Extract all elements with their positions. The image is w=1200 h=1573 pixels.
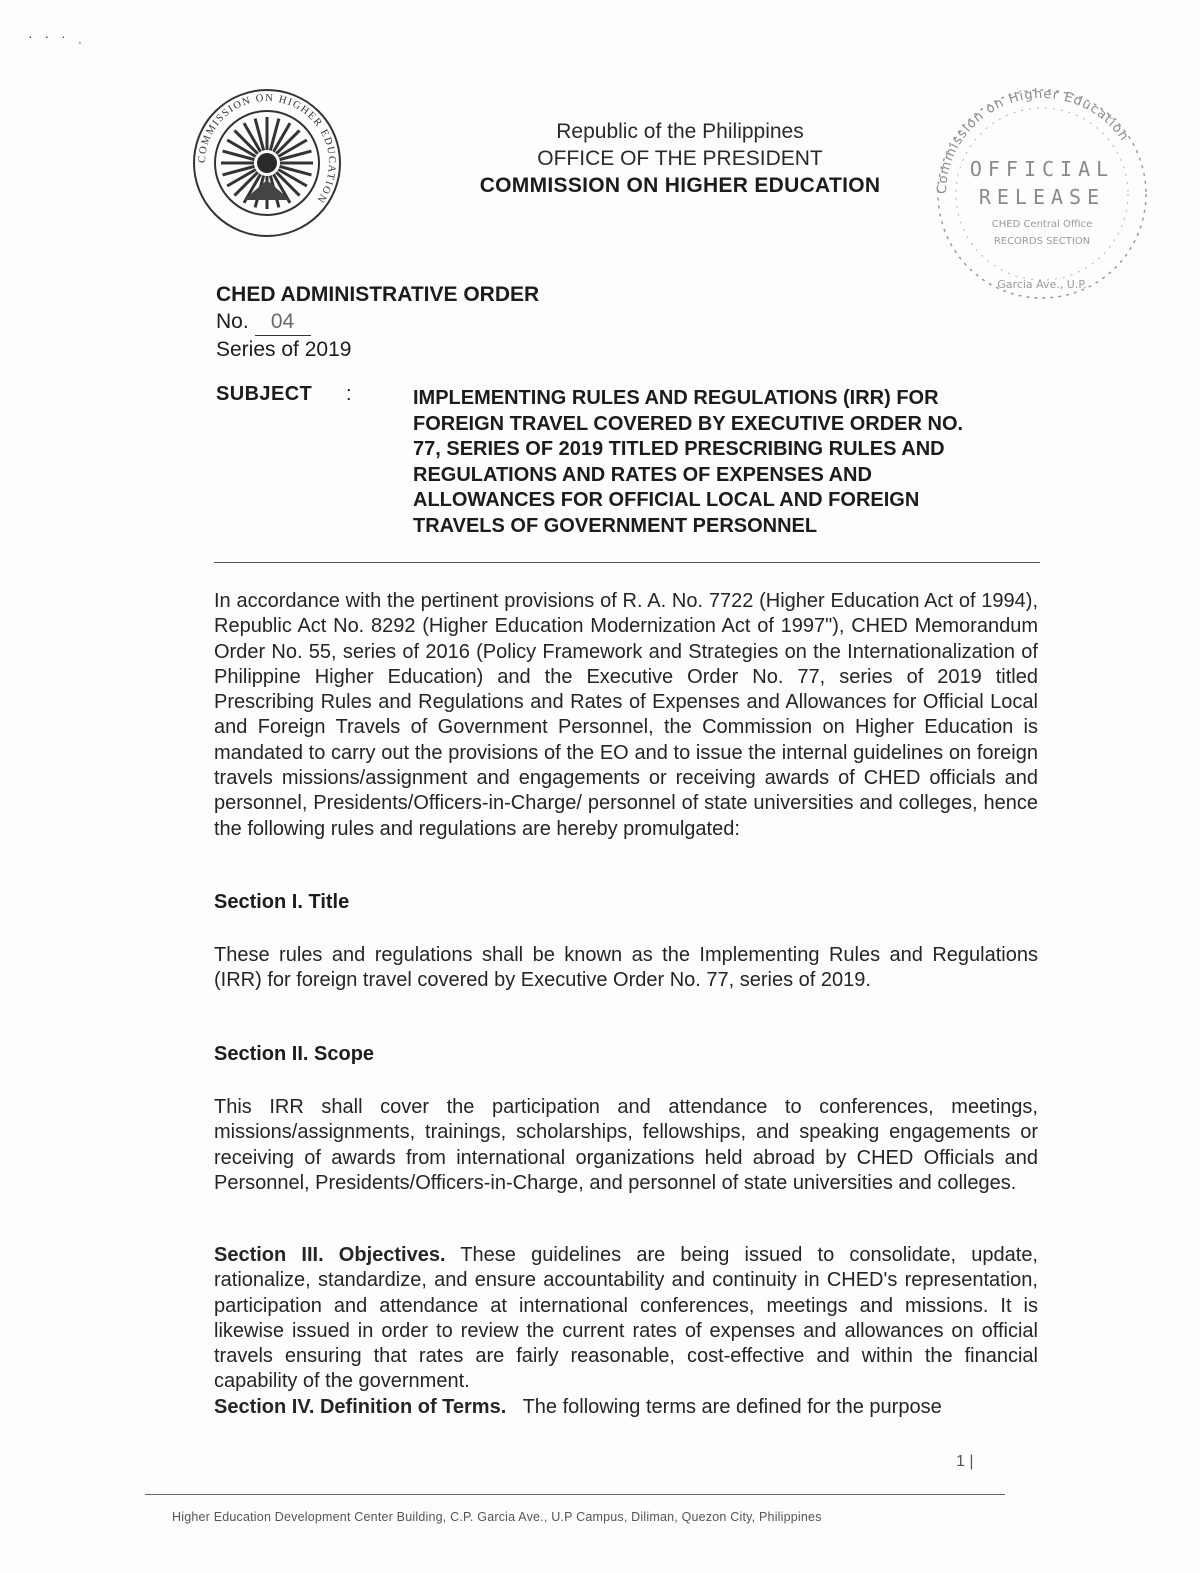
footer-address: Higher Education Development Center Building, C.P. Garcia Ave., U.P Campus, Diliman, Quezon City, Philippines — [172, 1510, 822, 1524]
subject-line: ALLOWANCES FOR OFFICIAL LOCAL AND FOREIGN — [413, 489, 920, 511]
subject-line: FOREIGN TRAVEL COVERED BY EXECUTIVE ORDER NO. — [413, 412, 964, 435]
subject-colon: : — [346, 383, 352, 405]
subject-line: IMPLEMENTING RULES AND REGULATIONS (IRR) FOR — [413, 387, 939, 409]
section-3-paragraph — [214, 1243, 1038, 1395]
order-number-row — [216, 308, 539, 336]
subject-label: SUBJECT — [216, 383, 313, 405]
section-4-paragraph — [214, 1395, 1038, 1420]
header-republic: Republic of the Philippines — [556, 120, 804, 143]
header-office: OFFICE OF THE PRESIDENT — [537, 147, 823, 170]
order-number-label: No. — [216, 310, 249, 333]
section-2-text: This IRR shall cover the participation and attendance to conferences, meetings, missions/assignments, trainings, scholarships, fellowships, and speaking engagements or receiving of awards from international organizations held abroad by CHED Officials and Personnel, Presidents/Officers-in-Charge, and personnel of state universities and colleges. — [214, 1096, 1038, 1194]
section-4-text: The following terms are defined for the purpose — [522, 1396, 942, 1418]
subject-text — [413, 386, 1038, 539]
section-2-heading: Section II. Scope — [214, 1043, 375, 1065]
header-commission: COMMISSION ON HIGHER EDUCATION — [479, 174, 881, 197]
seal-arc-text: COMMISSION ON HIGHER EDUCATION — [196, 92, 338, 206]
subject-line: REGULATIONS AND RATES OF EXPENSES AND — [413, 463, 872, 486]
subject-line: 77, SERIES OF 2019 TITLED PRESCRIBING RULES AND — [413, 438, 945, 460]
stamp-records: RECORDS SECTION — [993, 236, 1091, 247]
order-block — [216, 281, 539, 363]
stamp-central-office: CHED Central Office — [991, 219, 1093, 230]
stamp-official: OFFICIAL — [969, 157, 1115, 181]
subject-line: TRAVELS OF GOVERNMENT PERSONNEL — [413, 514, 818, 537]
order-title: CHED ADMINISTRATIVE ORDER — [216, 283, 540, 306]
section-1-text: These rules and regulations shall be known as the Implementing Rules and Regulations (IRR) for foreign travel covered by Executive Order No. 77, series of 2019. — [214, 944, 1038, 992]
stamp-release: RELEASE — [978, 185, 1106, 209]
section-4-heading: Section IV. Definition of Terms. — [214, 1396, 507, 1418]
stamp-arc-text: Commission on Higher Education — [934, 86, 1132, 195]
section-3-text: These guidelines are being issued to consolidate, update, rationalize, standardize, and ensure accountability and continuity in CHED's representation, participation and attendance at international conferences, meetings and missions. It is likewise issued in order to review the current rates of expenses and allowances on official travels ensuring that rates are fairly reasonable, cost-effective and within the financial capability of the government. — [214, 1244, 1038, 1393]
stamp-bottom-text: Garcia Ave., U.P. — [997, 278, 1087, 291]
official-release-stamp — [928, 82, 1156, 300]
section-1-heading: Section I. Title — [214, 891, 350, 913]
scan-marks: · · · ˌ — [28, 28, 87, 44]
section-3-heading: Section III. Objectives. — [214, 1244, 446, 1266]
order-number-value: 04 — [255, 308, 311, 336]
intro-paragraph: In accordance with the pertinent provisions of R. A. No. 7722 (Higher Education Act of 1994), Republic Act No. 8292 (Higher Education Modernization Act of 1997"), CHED Memorandum Order No. 55, series of 2016 (Policy Framework and Strategies on the Internationalization of Philippine Higher Education) and the Executive Order No. 77, series of 2019 titled Prescribing Rules and Regulations and Rates of Expenses and Allowances for Official Local and Foreign Travels of Government Personnel, the Commission on Higher Education is mandated to carry out the provisions of the EO and to issue the internal guidelines on foreign travels missions/assignment and engagements or receiving awards of CHED officials and personnel, Presidents/Officers-in-Charge/ personnel of state universities and colleges, hence the following rules and regulations are hereby promulgated: — [214, 590, 1038, 840]
subject-divider — [214, 562, 1040, 563]
page-number: 1 | — [956, 1453, 974, 1470]
order-series: Series of 2019 — [216, 338, 352, 361]
footer-divider — [145, 1494, 1005, 1495]
